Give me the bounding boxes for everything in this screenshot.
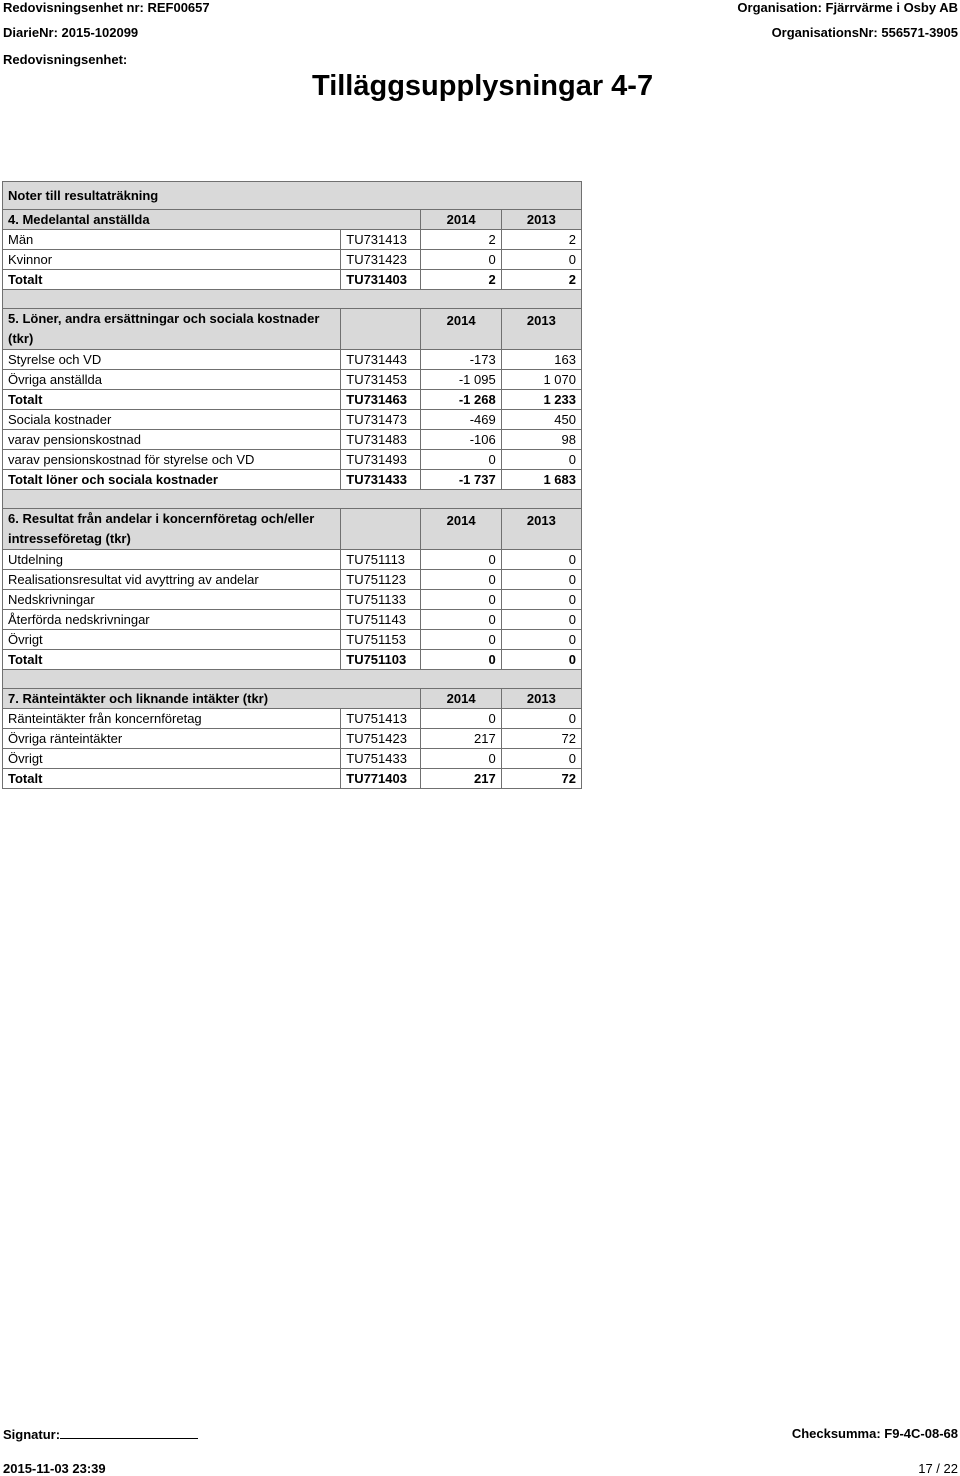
page-number: 17 / 22 <box>918 1461 958 1476</box>
spacer-cell <box>3 670 582 689</box>
row-value-2014: 0 <box>421 250 501 270</box>
diarie-number: DiarieNr: 2015-102099 <box>3 25 139 40</box>
row-value-2013: 1 233 <box>501 390 581 410</box>
table-row <box>3 230 582 250</box>
row-value-2013: 2 <box>501 230 581 250</box>
table-row <box>3 430 582 450</box>
row-code: TU731423 <box>341 250 421 270</box>
spacer-row <box>3 670 582 689</box>
row-value-2013: 98 <box>501 430 581 450</box>
row-value-2014: 2 <box>421 270 501 290</box>
row-value-2013: 0 <box>501 650 581 670</box>
notes-table <box>2 181 582 789</box>
row-value-2013: 0 <box>501 250 581 270</box>
table-row <box>3 630 582 650</box>
timestamp: 2015-11-03 23:39 <box>3 1461 106 1476</box>
table-caption: Noter till resultaträkning <box>3 182 582 210</box>
row-code: TU731473 <box>341 410 421 430</box>
spacer-row <box>3 290 582 309</box>
row-code: TU731413 <box>341 230 421 250</box>
row-code: TU751113 <box>341 550 421 570</box>
row-label: Nedskrivningar <box>3 590 341 610</box>
row-label: varav pensionskostnad för styrelse och VD <box>3 450 341 470</box>
row-value-2013: 0 <box>501 610 581 630</box>
row-value-2014: 0 <box>421 450 501 470</box>
table-row <box>3 729 582 749</box>
section-title: 5. Löner, andra ersättningar och sociala kostnader (tkr) <box>3 309 341 350</box>
unit-number: Redovisningsenhet nr: REF00657 <box>3 0 210 15</box>
section-title: 6. Resultat från andelar i koncernföretag och/eller intresseföretag (tkr) <box>3 509 341 550</box>
signature-line <box>60 1426 198 1439</box>
row-value-2014: 0 <box>421 709 501 729</box>
row-label: Övriga anställda <box>3 370 341 390</box>
checksum: Checksumma: F9-4C-08-68 <box>791 1426 958 1441</box>
table-row <box>3 250 582 270</box>
row-value-2014: 0 <box>421 610 501 630</box>
row-value-2014: 0 <box>421 570 501 590</box>
empty-header-cell <box>341 509 421 550</box>
row-value-2013: 0 <box>501 570 581 590</box>
year-col-2: 2013 <box>501 509 581 550</box>
row-label: Totalt löner och sociala kostnader <box>3 470 341 490</box>
total-row <box>3 650 582 670</box>
row-value-2013: 0 <box>501 550 581 570</box>
row-value-2014: 217 <box>421 769 501 789</box>
table-row <box>3 590 582 610</box>
row-code: TU751413 <box>341 709 421 729</box>
row-label: Realisationsresultat vid avyttring av andelar <box>3 570 341 590</box>
row-label: Övrigt <box>3 630 341 650</box>
signature-label: Signatur: <box>3 1427 61 1442</box>
table-row <box>3 450 582 470</box>
year-col-2: 2013 <box>501 210 581 230</box>
section-5-header <box>3 309 582 350</box>
spacer-row <box>3 490 582 509</box>
row-code: TU751103 <box>341 650 421 670</box>
row-label: Totalt <box>3 769 341 789</box>
page-title: Tilläggsupplysningar 4-7 <box>312 70 654 102</box>
year-col-2: 2013 <box>501 689 581 709</box>
row-code: TU771403 <box>341 769 421 789</box>
total-row <box>3 390 582 410</box>
row-code: TU751123 <box>341 570 421 590</box>
row-value-2014: -469 <box>421 410 501 430</box>
row-value-2014: 217 <box>421 729 501 749</box>
total-row <box>3 270 582 290</box>
row-value-2014: 2 <box>421 230 501 250</box>
row-value-2014: 0 <box>421 550 501 570</box>
row-value-2013: 0 <box>501 450 581 470</box>
year-col-1: 2014 <box>421 309 501 350</box>
row-code: TU751153 <box>341 630 421 650</box>
row-value-2013: 0 <box>501 709 581 729</box>
table-row <box>3 410 582 430</box>
row-value-2014: -106 <box>421 430 501 450</box>
row-value-2013: 1 683 <box>501 470 581 490</box>
row-label: Styrelse och VD <box>3 350 341 370</box>
row-label: varav pensionskostnad <box>3 430 341 450</box>
row-code: TU731483 <box>341 430 421 450</box>
row-value-2013: 2 <box>501 270 581 290</box>
table-row <box>3 350 582 370</box>
row-code: TU751143 <box>341 610 421 630</box>
row-value-2014: -173 <box>421 350 501 370</box>
row-value-2013: 72 <box>501 769 581 789</box>
row-code: TU731403 <box>341 270 421 290</box>
empty-header-cell <box>341 309 421 350</box>
row-code: TU731433 <box>341 470 421 490</box>
row-code: TU731443 <box>341 350 421 370</box>
total-row <box>3 470 582 490</box>
row-label: Totalt <box>3 650 341 670</box>
row-code: TU751423 <box>341 729 421 749</box>
organisation-name: Organisation: Fjärrvärme i Osby AB <box>737 0 958 15</box>
total-row <box>3 769 582 789</box>
row-label: Övriga ränteintäkter <box>3 729 341 749</box>
row-code: TU751433 <box>341 749 421 769</box>
table-row <box>3 550 582 570</box>
table-row <box>3 709 582 729</box>
row-value-2014: 0 <box>421 630 501 650</box>
row-value-2014: -1 737 <box>421 470 501 490</box>
row-value-2014: -1 268 <box>421 390 501 410</box>
row-label: Män <box>3 230 341 250</box>
row-value-2013: 163 <box>501 350 581 370</box>
organisation-number: OrganisationsNr: 556571-3905 <box>771 25 958 40</box>
row-label: Utdelning <box>3 550 341 570</box>
year-col-2: 2013 <box>501 309 581 350</box>
row-value-2014: 0 <box>421 749 501 769</box>
year-col-1: 2014 <box>421 689 501 709</box>
spacer-cell <box>3 290 582 309</box>
row-value-2013: 1 070 <box>501 370 581 390</box>
row-label: Ränteintäkter från koncernföretag <box>3 709 341 729</box>
section-7-header <box>3 689 582 709</box>
table-row <box>3 370 582 390</box>
unit-label: Redovisningsenhet: <box>3 52 128 67</box>
row-code: TU731463 <box>341 390 421 410</box>
section-6-header <box>3 509 582 550</box>
row-code: TU751133 <box>341 590 421 610</box>
table-row <box>3 570 582 590</box>
spacer-cell <box>3 490 582 509</box>
row-label: Övrigt <box>3 749 341 769</box>
section-4-header <box>3 210 582 230</box>
year-col-1: 2014 <box>421 509 501 550</box>
section-title: 7. Ränteintäkter och liknande intäkter (tkr) <box>3 689 421 709</box>
table-caption-row <box>3 182 582 210</box>
row-label: Kvinnor <box>3 250 341 270</box>
year-col-1: 2014 <box>421 210 501 230</box>
row-value-2013: 0 <box>501 590 581 610</box>
signature-area <box>3 1426 198 1442</box>
row-value-2014: 0 <box>421 650 501 670</box>
row-code: TU731453 <box>341 370 421 390</box>
row-value-2013: 450 <box>501 410 581 430</box>
row-label: Återförda nedskrivningar <box>3 610 341 630</box>
table-row <box>3 749 582 769</box>
row-value-2014: 0 <box>421 590 501 610</box>
row-value-2013: 0 <box>501 630 581 650</box>
row-value-2014: -1 095 <box>421 370 501 390</box>
row-label: Totalt <box>3 270 341 290</box>
row-code: TU731493 <box>341 450 421 470</box>
row-label: Totalt <box>3 390 341 410</box>
row-value-2013: 0 <box>501 749 581 769</box>
row-label: Sociala kostnader <box>3 410 341 430</box>
table-row <box>3 610 582 630</box>
row-value-2013: 72 <box>501 729 581 749</box>
section-title: 4. Medelantal anställda <box>3 210 421 230</box>
